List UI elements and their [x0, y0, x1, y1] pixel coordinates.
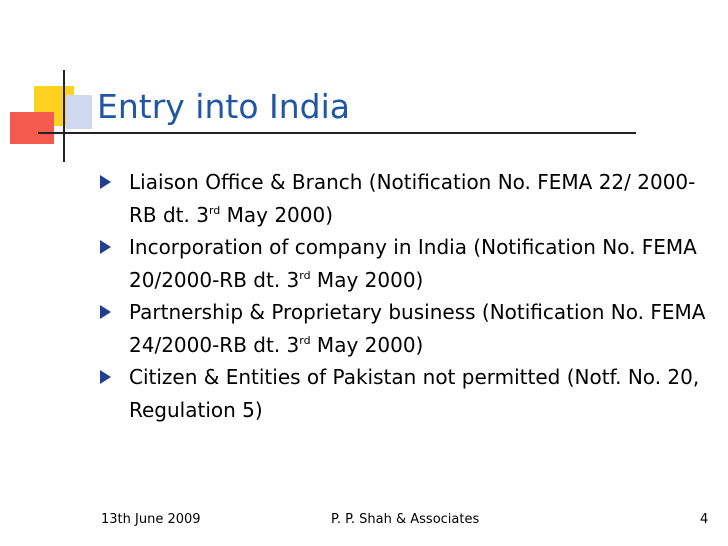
title-underline — [38, 132, 636, 134]
bullet-list — [100, 166, 712, 426]
bullet-arrow-icon — [100, 370, 111, 384]
page-number: 4 — [700, 512, 709, 527]
bullet-item: Partnership & Proprietary business (Notification No. FEMA 24/2000-RB dt. 3rd May 2000) — [100, 296, 712, 361]
bullet-item: Liaison Office & Branch (Notification No. FEMA 22/ 2000-RB dt. 3rd May 2000) — [100, 166, 712, 231]
bullet-arrow-icon — [100, 175, 111, 189]
bullet-item: Incorporation of company in India (Notification No. FEMA 20/2000-RB dt. 3rd May 2000) — [100, 231, 712, 296]
bullet-arrow-icon — [100, 305, 111, 319]
decorative-red-square — [10, 112, 54, 144]
footer-company: P. P. Shah & Associates — [331, 512, 480, 527]
bullet-arrow-icon — [100, 240, 111, 254]
decorative-vertical-line — [63, 70, 65, 162]
footer-date: 13th June 2009 — [101, 512, 201, 527]
decorative-blue-square — [66, 95, 92, 129]
slide-title: Entry into India — [97, 87, 350, 126]
bullet-item: Citizen & Entities of Pakistan not permitted (Notf. No. 20, Regulation 5) — [100, 361, 712, 426]
